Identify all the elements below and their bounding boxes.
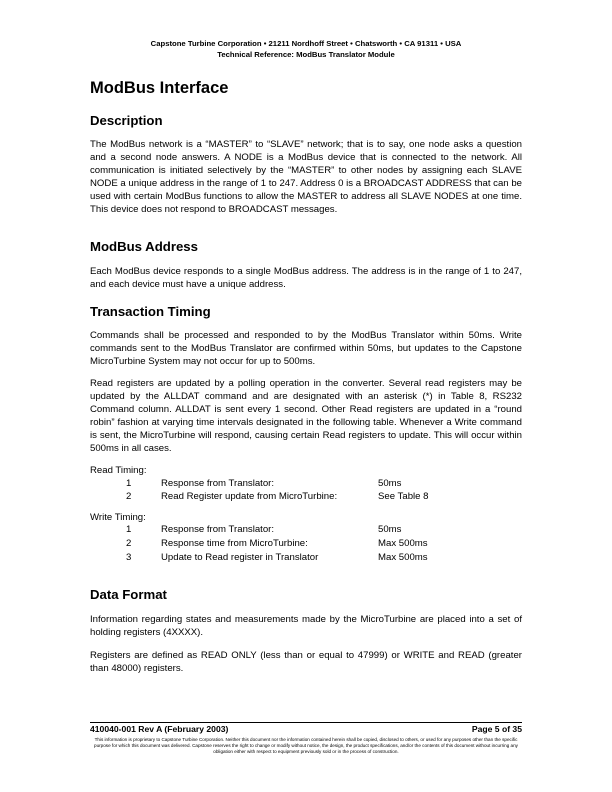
data-format-heading: Data Format: [90, 587, 167, 602]
read-timing-row: [0, 491, 612, 504]
timing-para-1: Commands shall be processed and responded to by the ModBus Translator within 50ms. Write commands sent to the ModBus Translator are confirmed within 50ms, but updates to the Capstone MicroTurbine System may not occur for up to 500ms.: [90, 330, 522, 367]
data-format-para-1: Information regarding states and measurements made by the MicroTurbine are placed into a set of holding registers (4XXXX).: [90, 614, 522, 638]
header-address: Capstone Turbine Corporation • 21211 Nordhoff Street • Chatsworth • CA 91311 • USA: [150, 39, 462, 48]
write-timing-row: [0, 524, 612, 537]
transaction-timing-heading: Transaction Timing: [90, 304, 211, 319]
write-timing-label: Write Timing:: [90, 512, 146, 523]
read-timing-row: [0, 478, 612, 491]
modbus-address-text: Each ModBus device responds to a single ModBus address. The address is in the range of 1 to 247, and each device must have a unique address.: [90, 266, 522, 290]
row-description: Response from Translator:: [161, 524, 275, 535]
row-value: 50ms: [378, 478, 402, 489]
row-number: 1: [126, 478, 132, 489]
row-description: Read Register update from MicroTurbine:: [161, 491, 338, 502]
row-number: 1: [126, 524, 132, 535]
write-timing-row: [0, 538, 612, 551]
row-number: 2: [126, 538, 132, 549]
row-description: Response time from MicroTurbine:: [161, 538, 308, 549]
write-timing-row: [0, 552, 612, 565]
row-value: 50ms: [378, 524, 402, 535]
footer-divider: [90, 722, 522, 723]
row-value: See Table 8: [378, 491, 429, 502]
row-description: Update to Read register in Translator: [161, 552, 319, 563]
row-number: 2: [126, 491, 132, 502]
page-title: ModBus Interface: [90, 79, 229, 97]
modbus-address-heading: ModBus Address: [90, 239, 198, 254]
header-doc-title: Technical Reference: ModBus Translator Module: [217, 50, 395, 59]
row-description: Response from Translator:: [161, 478, 275, 489]
timing-para-2: Read registers are updated by a polling operation in the converter. Several read registers may be updated by the ALLDAT command and are designated with an asterisk (*) in Table 8, RS232 Command column. ALLDAT is sent every 1 second. Other Read registers are updated in a “round robin” fashion at varying time intervals designated in the following table. Whenever a Write command is sent, the MicroTurbine will respond, causing certain Read registers to update. This will occur within 500ms in all cases.: [90, 378, 522, 454]
row-value: Max 500ms: [378, 552, 428, 563]
row-value: Max 500ms: [378, 538, 428, 549]
description-text: The ModBus network is a “MASTER” to “SLAVE” network; that is to say, one node asks a question and a second node answers. A NODE is a ModBus device that is connected to the network. All communication is initiated selectively by the “MASTER” to other nodes by assigning each SLAVE NODE a unique address in the range of 1 to 247. Address 0 is a BROADCAST ADDRESS that can be used with certain ModBus functions to allow the MASTER to address all SLAVE NODES at one time. This device does not respond to BROADCAST messages.: [90, 139, 522, 215]
footer-page-number: Page 5 of 35: [471, 724, 522, 734]
description-heading: Description: [90, 113, 163, 128]
row-number: 3: [126, 552, 132, 563]
footer-doc-number: 410040-001 Rev A (February 2003): [90, 724, 229, 734]
page-header: [0, 38, 612, 60]
footer-disclaimer: This information is proprietary to Capstone Turbine Corporation. Neither this document nor the information contained herein shall be copied, disclosed to others, or used for any purposes other than the specific purpose for which this document was delivered. Capstone reserves the right to change or modify without notice, the design, the product specifications, and/or the contents of this document without incurring any obligation either with respect to equipment previously sold or in the process of construction.: [94, 737, 518, 755]
read-timing-label: Read Timing:: [90, 465, 147, 476]
data-format-para-2: Registers are defined as READ ONLY (less than or equal to 47999) or WRITE and READ (greater than 48000) registers.: [90, 650, 522, 674]
